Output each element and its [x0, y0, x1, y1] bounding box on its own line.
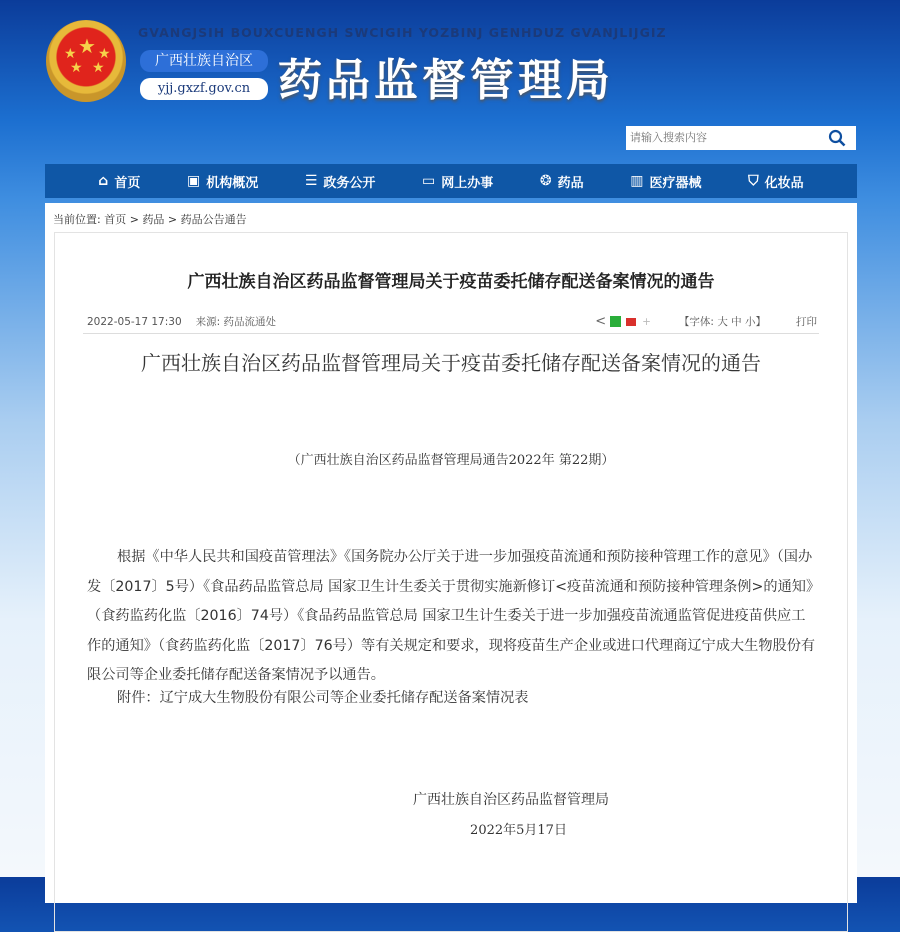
- article-source: 来源: 药品流通处: [195, 316, 276, 328]
- more-share-icon[interactable]: +: [642, 315, 651, 328]
- attachment-link[interactable]: 附件：辽宁成大生物股份有限公司等企业委托储存配送备案情况表: [117, 690, 529, 706]
- content-area: [45, 203, 857, 903]
- weibo-share-icon[interactable]: [626, 318, 636, 326]
- nav-drugs[interactable]: ❂ 药品: [539, 173, 584, 191]
- site-name: 药品监督管理局: [278, 55, 614, 106]
- site-header: [0, 0, 900, 160]
- breadcrumb-home[interactable]: 首页: [104, 213, 127, 226]
- nav-gov-affairs[interactable]: ☰ 政务公开: [304, 173, 376, 191]
- breadcrumb-drugs[interactable]: 药品: [142, 213, 165, 226]
- printer-icon: ☰: [304, 173, 318, 189]
- signature: 广西壮族自治区药品监督管理局: [413, 792, 609, 808]
- image-icon: ▣: [186, 173, 201, 189]
- document-number: （广西壮族自治区药品监督管理局通告2022年 第22期）: [287, 453, 615, 468]
- nav-about[interactable]: ▣ 机构概况: [186, 173, 259, 191]
- wechat-share-icon[interactable]: [610, 316, 621, 327]
- article-meta: [87, 314, 817, 329]
- nav-cosmetics[interactable]: ⛉ 化妆品: [748, 173, 804, 191]
- home-icon: ⌂: [98, 173, 109, 189]
- nav-online-services[interactable]: ▭ 网上办事: [422, 173, 494, 191]
- site-url: yjj.gxzf.gov.cn: [140, 78, 268, 100]
- article-title: 广西壮族自治区药品监督管理局关于疫苗委托储存配送备案情况的通告: [187, 272, 715, 292]
- shield-icon: ⛉: [748, 173, 759, 189]
- font-size-control[interactable]: 【字体: 大 中 小】: [678, 316, 766, 328]
- pill-icon: ❂: [539, 173, 552, 189]
- search-input[interactable]: [626, 126, 818, 150]
- nav-home[interactable]: ⌂ 首页: [98, 173, 141, 191]
- chart-icon: ▥: [630, 173, 644, 189]
- divider: [83, 333, 819, 334]
- publish-datetime: 2022-05-17 17:30: [87, 315, 182, 328]
- breadcrumb: 当前位置: 首页 > 药品 > 药品公告通告: [53, 213, 247, 226]
- share-icon[interactable]: <: [595, 314, 607, 329]
- search-icon: [828, 129, 846, 147]
- nav-medical-devices[interactable]: ▥ 医疗器械: [630, 173, 702, 191]
- print-link[interactable]: 打印: [796, 316, 817, 328]
- document-title: 广西壮族自治区药品监督管理局关于疫苗委托储存配送备案情况的通告: [141, 351, 761, 375]
- national-emblem-logo: ★ ★ ★ ★ ★: [46, 20, 126, 102]
- article-body: 根据《中华人民共和国疫苗管理法》《国务院办公厅关于进一步加强疫苗流通和预防接种管理工作的意见》（国办发〔2017〕5号）《食品药品监管总局 国家卫生计生委关于贯彻实施新修订<疫苗流通和预防接种管理条例>的通知》（食药监药化监〔2016〕74号）《食品药品监管总局 国家卫生计生委关于进一步加强疫苗流通监管促进疫苗供应工作的通知》（食药监药化监〔2017〕76号）等有关规定和要求，现将疫苗生产企业或进口代理商辽宁成大生物股份有限公司等企业委托储存配送备案情况予以通告。: [87, 549, 816, 683]
- site-name-roman: GVANGJSIH BOUXCUENGH SWCIGIH YOZBINJ GENHDUZ GVANJLIJGIZ: [138, 25, 667, 40]
- search-button[interactable]: [818, 126, 856, 150]
- document-date: 2022年5月17日: [470, 823, 567, 838]
- article-container: [54, 232, 848, 932]
- laptop-icon: ▭: [422, 173, 436, 189]
- region-badge: 广西壮族自治区: [140, 50, 268, 72]
- breadcrumb-notices[interactable]: 药品公告通告: [180, 213, 247, 226]
- main-nav: [45, 164, 857, 198]
